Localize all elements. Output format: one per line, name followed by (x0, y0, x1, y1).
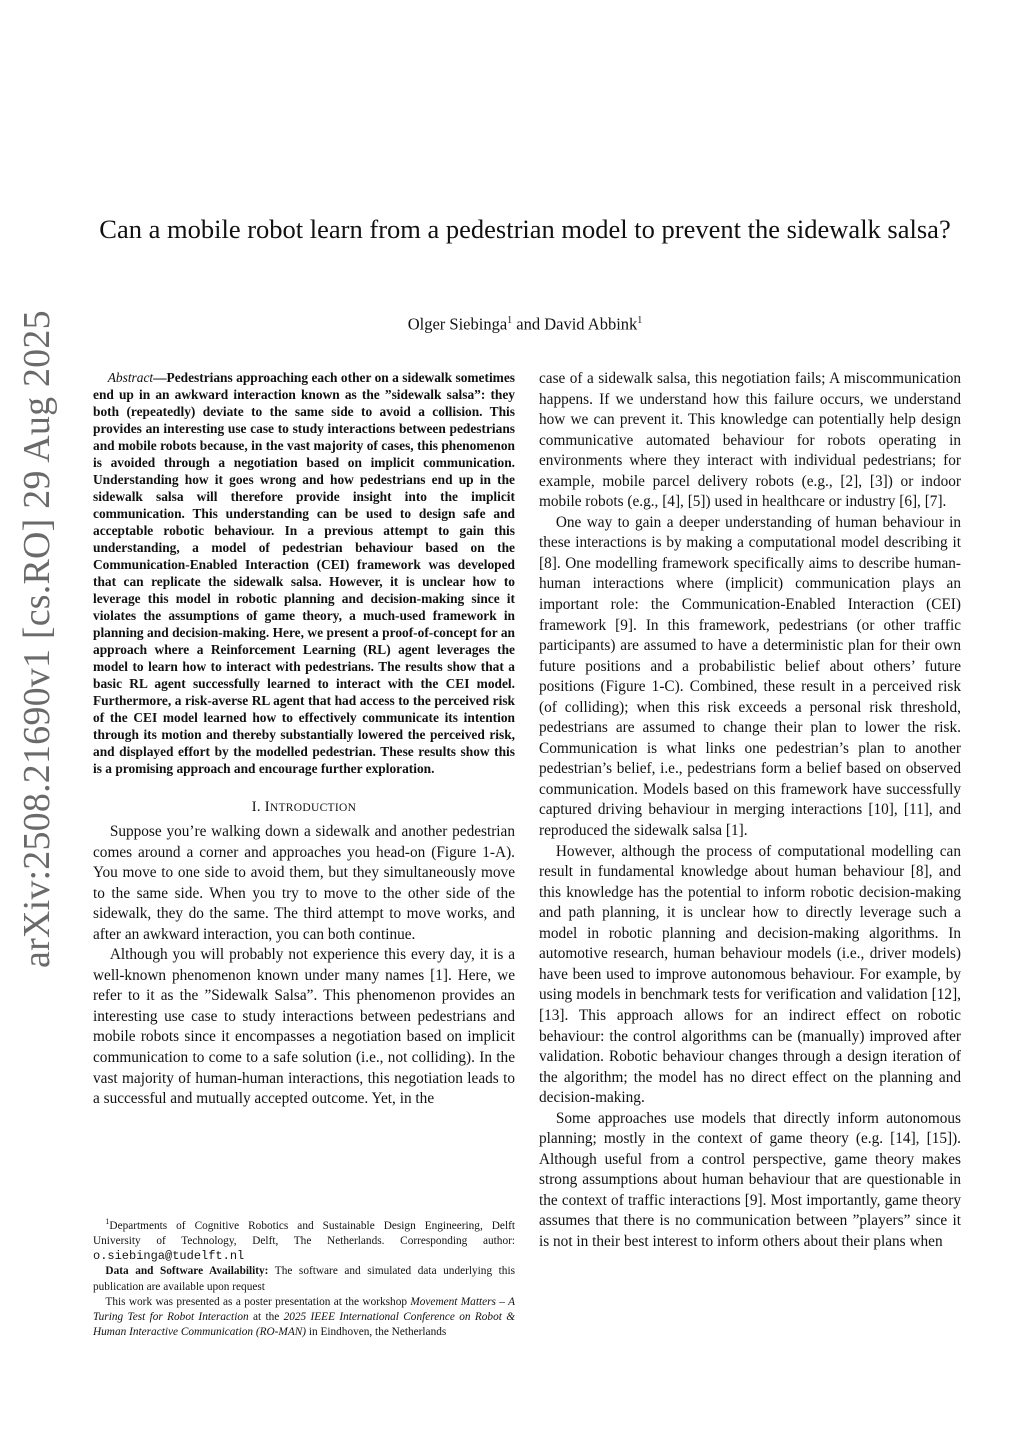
arxiv-identifier: arXiv:2508.21690v1 [cs.RO] 29 Aug 2025 (16, 310, 58, 968)
footnote-affiliation (93, 1214, 515, 1264)
workshop-name: Movement Matters – A Turing Test for Robot Interaction (93, 1295, 515, 1323)
author-list (90, 309, 960, 337)
body-paragraph: Although you will probably not experience this every day, it is a well-known phenomenon known under many names [1]. Here, we refer to it as the ”Sidewalk Salsa”. This phenomenon provides an interesting use case to study interactions between pedestrians and mobile robots since it encompasses a negotiation based on implicit communication to come to a safe solution (i.e., not colliding). In the vast majority of human-human interactions, this negotiation leads to a successful and mutually accepted outcome. Yet, in the (93, 946, 515, 1108)
availability-label: Data and Software Availability: (105, 1265, 269, 1278)
abstract-dash: — (153, 370, 167, 385)
conference-name: 2025 IEEE International Conference on Robot & Human Interactive Communication (RO-MAN) (93, 1310, 515, 1339)
affiliation-marker: 1 (105, 1217, 110, 1226)
body-paragraph: case of a sidewalk salsa, this negotiation fails; A miscommunication happens. If we understand how this failure occurs, we understand how we can prevent it. This knowledge can potentially help design communicative automated behaviour for robots operating in environments where they interact with individual pedestrians; for example, mobile parcel delivery robots (e.g., [2], [3]) or indoor mobile robots (e.g., [4], [5]) used in healthcare or industry [6], [7]. (539, 370, 961, 511)
left-column (93, 369, 515, 1110)
section-heading (93, 799, 515, 816)
paper-title: Can a mobile robot learn from a pedestrian model to prevent the sidewalk salsa? (99, 214, 951, 244)
abstract-text: Pedestrians approaching each other on a sidewalk sometimes end up in an awkward interaction known as the ”sidewalk salsa”: they both (repeatedly) deviate to the same side to avoid a collision. This provides an interesting use case to study interactions between pedestrians and mobile robots because, in the vast majority of cases, this phenomenon is avoided through a negotiation based on implicit communication. Understanding how it goes wrong and how pedestrians end up in the sidewalk salsa will therefore provide insight into the implicit communication. This understanding can be used to design safe and acceptable robotic behaviour. In a previous attempt to gain this understanding, a model of pedestrian behaviour based on the Communication-Enabled Interaction (CEI) framework was developed that can replicate the sidewalk salsa. However, it is unclear how to leverage this model in robotic planning and decision-making since it violates the assumptions of game theory, a much-used framework in planning and decision-making. Here, we present a proof-of-concept for an approach where a Reinforcement Learning (RL) agent leverages the model to learn how to interact with pedestrians. The results show that a basic RL agent successfully learned to interact with the CEI model. Furthermore, a risk-averse RL agent that had access to the perceived risk of the CEI model learned how to effectively communicate its intention through its motion and thereby substantially lowered the perceived risk, and displayed effort by the modelled pedestrian. These results show this is a promising approach and encourage further exploration. (93, 370, 515, 776)
footnote-presentation (93, 1295, 515, 1341)
footnotes (93, 1214, 515, 1340)
section-title-initial: I (264, 799, 270, 815)
affiliation-marker: 1 (507, 315, 513, 326)
abstract-label: Abstract (107, 370, 154, 385)
presentation-text: This work was presented as a poster presentation at the workshop (105, 1295, 411, 1308)
footnote-availability (93, 1264, 515, 1294)
body-paragraph: One way to gain a deeper understanding of human behaviour in these interactions is by making a computational model describing it [8]. One modelling framework specifically aims to describe human-human interactions where (implicit) communication plays an important role: the Communication-Enabled Interaction (CEI) framework [9]. In this framework, pedestrians (or other traffic participants) are assumed to have a deterministic plan for their own future positions and a probabilistic belief about others’ future positions (Figure 1-C). Combined, these result in a perceived risk (of colliding); when this risk exceeds a personal risk threshold, pedestrians are assumed to change their plan to lower the risk. Communication is what links one pedestrian’s plan to another pedestrian’s belief, i.e., pedestrians form a belief based on observed communication. Models based on this framework have successfully captured driving behaviour in merging interactions [10], [11], and reproduced the sidewalk salsa [1]. (539, 513, 961, 840)
author-name: David Abbink (544, 314, 638, 334)
section-number: I. (251, 799, 265, 815)
abstract (93, 369, 515, 777)
author-connector: and (512, 314, 545, 334)
affiliation-text: Departments of Cognitive Robotics and Sustainable Design Engineering, Delft University of Technology, Delft, The Netherlands. Corresponding author: (93, 1219, 515, 1247)
body-paragraph: However, although the process of computational modelling can result in fundamental knowledge about human behaviour [8], and this knowledge has the potential to inform robotic decision-making and path planning, it is unclear how to directly leverage such a model in robotic planning and decision-making algorithms. In automotive research, human behaviour models (i.e., driver models) have been used to improve autonomous behaviour. For example, by using models in benchmark tests for verification and validation [12], [13]. This approach allows for an indirect effect on robotic behaviour: the control algorithms can be (manually) improved after validation. Robotic behaviour changes through a design iteration of the algorithm; the model has no direct effect on the planning and decision-making. (539, 842, 961, 1107)
body-paragraph: Some approaches use models that directly inform autonomous planning; mostly in the context of game theory (e.g. [14], [15]). Although useful from a control perspective, game theory makes strong assumptions about human behaviour that are questionable in the context of traffic interactions [9]. Most importantly, game theory assumes that there is no communication between ”players” since it is not in their best interest to inform others about their plans when (539, 1109, 961, 1250)
author-name: Olger Siebinga (407, 314, 508, 334)
affiliation-marker: 1 (637, 315, 643, 326)
presentation-text: in Eindhoven, the Netherlands (306, 1326, 447, 1339)
body-paragraph: Suppose you’re walking down a sidewalk and another pedestrian comes around a corner and approaches you head-on (Figure 1-A). You move to one side to avoid them, but they simultaneously move to the same side. When you try to move to the other side of the sidewalk, they do the same. The third attempt to move works, and after an awkward interaction, you can both continue. (93, 823, 515, 943)
presentation-text: at the (248, 1310, 284, 1323)
availability-text: The software and simulated data underlying this publication are available upon request (93, 1265, 515, 1293)
right-column (539, 369, 961, 1253)
email-address: o.siebinga@tudelft.nl (93, 1249, 245, 1264)
section-title-rest: NTRODUCTION (269, 802, 357, 814)
